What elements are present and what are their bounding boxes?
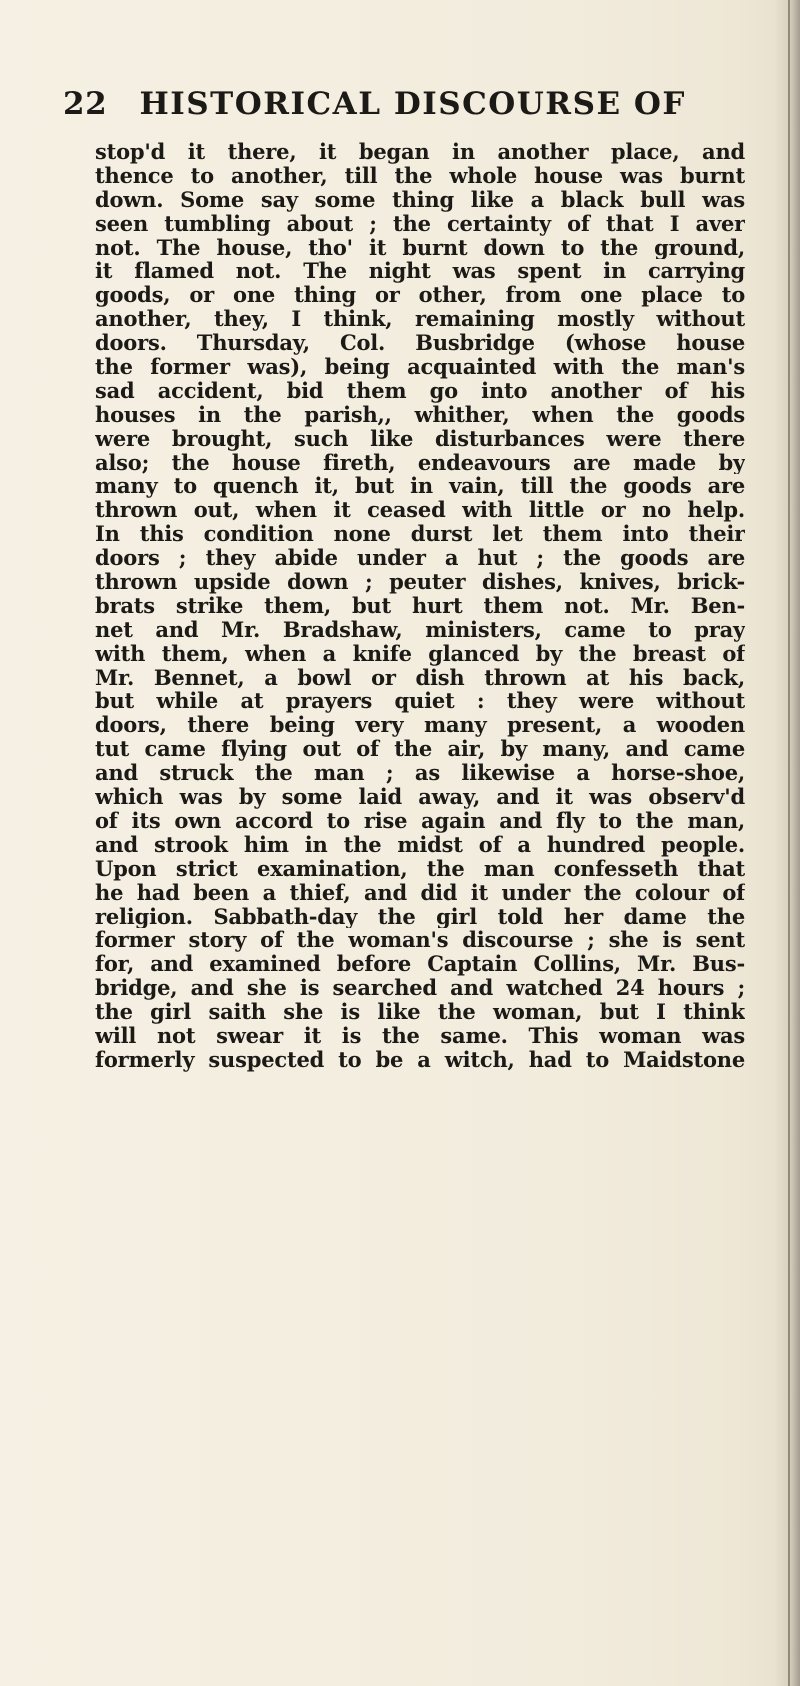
- text-line: religion. Sabbath-day the girl told her dame the: [95, 904, 745, 929]
- text-line: another, they, I think, remaining mostly without: [95, 307, 745, 332]
- text-line: he had been a thief, and did it under the colour of: [95, 880, 745, 905]
- text-line: In this condition none durst let them into their: [95, 522, 745, 547]
- text-line: former story of the woman's discourse ; she is sent: [95, 928, 745, 953]
- running-title: HISTORICAL DISCOURSE OF: [139, 86, 686, 122]
- page-number: 22: [63, 86, 108, 122]
- text-line: net and Mr. Bradshaw, ministers, came to pray: [95, 617, 745, 642]
- text-line: which was by some laid away, and it was observ'd: [95, 785, 745, 809]
- text-line: many to quench it, but in vain, till the goods are: [95, 474, 745, 499]
- text-line: doors, there being very many present, a wooden: [95, 713, 745, 738]
- text-line: the girl saith she is like the woman, but I think: [95, 1000, 745, 1024]
- running-head: [63, 86, 763, 130]
- text-line: it flamed not. The night was spent in carrying: [95, 259, 745, 284]
- text-line: thrown out, when it ceased with little or no help.: [95, 498, 745, 523]
- text-line: were brought, such like disturbances were there: [95, 426, 745, 451]
- text-line: but while at prayers quiet : they were without: [95, 689, 745, 714]
- text-line: stop'd it there, it began in another place, and: [95, 140, 745, 164]
- text-line: thrown upside down ; peuter dishes, knives, brick-: [95, 570, 745, 594]
- text-line: also; the house fireth, endeavours are made by: [95, 450, 745, 475]
- text-line: brats strike them, but hurt them not. Mr. Ben-: [95, 593, 745, 618]
- text-line: for, and examined before Captain Collins, Mr. Bus-: [95, 952, 745, 977]
- text-line: houses in the parish,, whither, when the goods: [95, 402, 745, 427]
- text-line: formerly suspected to be a witch, had to Maidstone: [95, 1047, 745, 1072]
- text-line: and strook him in the midst of a hundred people.: [95, 832, 745, 857]
- text-line: sad accident, bid them go into another of his: [95, 378, 745, 403]
- text-line: doors ; they abide under a hut ; the goods are: [95, 546, 745, 571]
- page-edge-line: [788, 0, 790, 1686]
- text-line: bridge, and she is searched and watched 24 hours ;: [95, 976, 745, 1001]
- text-line: will not swear it is the same. This woman was: [95, 1023, 745, 1048]
- text-line: not. The house, tho' it burnt down to the ground,: [95, 235, 745, 260]
- text-line: Mr. Bennet, a bowl or dish thrown at his back,: [95, 665, 745, 690]
- text-line: with them, when a knife glanced by the breast of: [95, 641, 745, 666]
- text-line: thence to another, till the whole house was burnt: [95, 163, 745, 188]
- page-edge-shadow: [774, 0, 800, 1686]
- text-line: the former was), being acquainted with the man's: [95, 355, 745, 379]
- text-line: seen tumbling about ; the certainty of that I aver: [95, 211, 745, 236]
- text-line: of its own accord to rise again and fly to the man,: [95, 808, 745, 833]
- text-line: doors. Thursday, Col. Busbridge (whose house: [95, 331, 745, 356]
- text-line: goods, or one thing or other, from one place to: [95, 283, 745, 308]
- text-line: and struck the man ; as likewise a horse-shoe,: [95, 761, 745, 786]
- text-line: tut came flying out of the air, by many, and came: [95, 737, 745, 762]
- text-line: down. Some say some thing like a black bull was: [95, 187, 745, 212]
- text-line: Upon strict examination, the man confesseth that: [95, 856, 745, 881]
- body-text: [95, 140, 745, 1072]
